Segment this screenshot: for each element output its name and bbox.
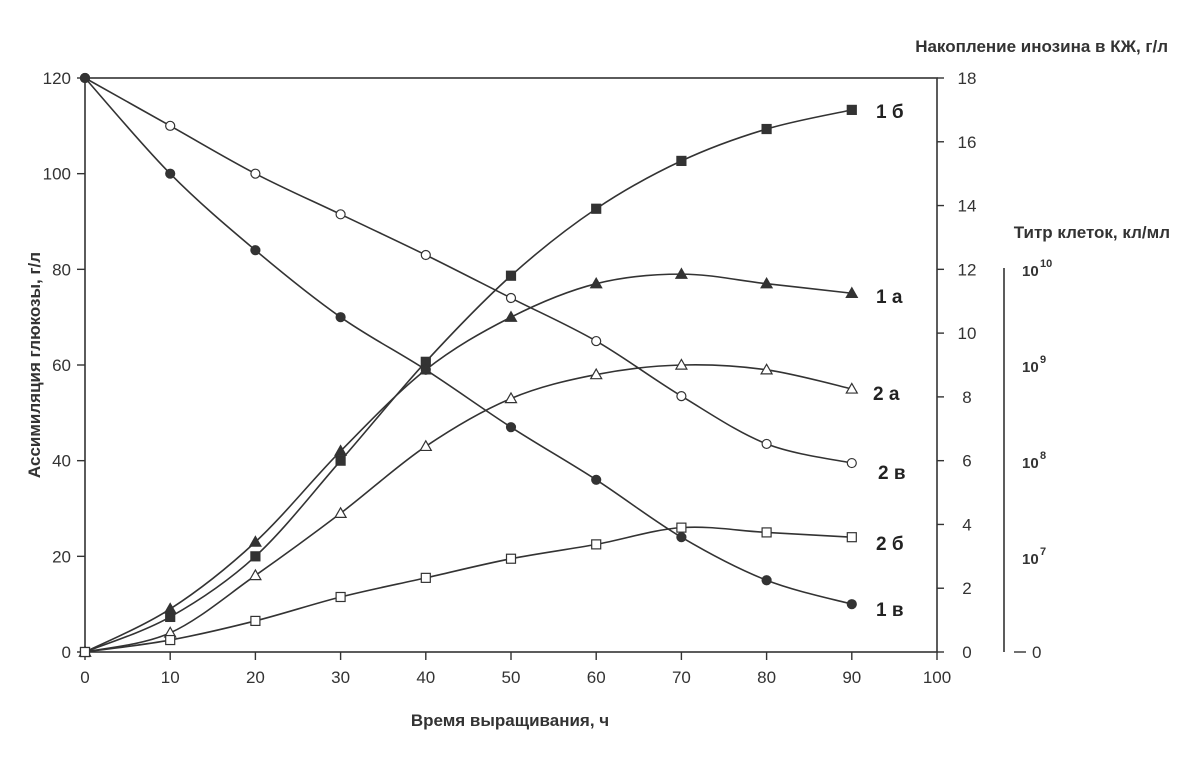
y2-tick-label: 8 [962,387,972,407]
data-point [251,552,260,561]
y3-tick-label: 10 [1022,263,1039,280]
series-group [80,360,900,657]
data-point [166,612,175,621]
data-point [336,456,345,465]
y-axis-title: Ассимиляция глюкозы, г/л [25,251,44,479]
x-axis-title: Время выращивания, ч [410,711,610,730]
data-point [847,105,856,114]
data-point [166,121,175,130]
x-tick-label: 30 [331,668,351,687]
data-point [81,648,90,657]
y3-tick-label: 0 [1032,643,1042,662]
data-point [336,210,345,219]
series-group [80,269,903,657]
series-line [85,78,852,463]
series-group [81,74,904,622]
data-point [421,573,430,582]
series-line [85,110,852,652]
y3-tick-label: 10 [1022,551,1039,568]
data-point [592,337,601,346]
x-tick-label: 80 [757,668,777,687]
series-group [81,523,904,656]
data-point [507,554,516,563]
series-layer [80,74,906,657]
y3-tick-exponent: 7 [1040,546,1047,558]
data-point [507,423,516,432]
data-point [506,393,517,403]
series-label: 2 а [873,384,900,405]
x-tick-label: 90 [842,668,862,687]
series-label: 1 а [876,287,903,308]
series-group [81,102,904,657]
axes-layer [43,69,1053,687]
data-point [336,313,345,322]
y2-tick-label: 12 [957,260,977,280]
series-line [85,527,852,652]
x-tick-label: 50 [501,668,521,687]
data-point [677,156,686,165]
series-label: 1 б [876,102,904,123]
data-point [677,533,686,542]
y-tick-label: 100 [42,164,71,184]
series-line [85,274,852,652]
x-tick-label: 40 [416,668,436,687]
y-tick-label: 80 [52,260,71,280]
y-tick-label: 60 [52,356,71,375]
y2-tick-label: 10 [957,324,977,344]
data-point [250,570,261,580]
x-tick-label: 20 [245,668,265,687]
data-point [592,475,601,484]
data-point [847,533,856,542]
y3-tick-label: 10 [1022,455,1039,472]
data-point [677,392,686,401]
y2-tick-label: 18 [957,69,977,88]
y2-tick-label: 14 [957,196,977,216]
data-point [251,246,260,255]
data-point [592,204,601,213]
x-tick-label: 60 [586,668,606,687]
data-point [166,636,175,645]
data-point [762,576,771,585]
series-label: 2 б [876,534,904,555]
y-tick-label: 40 [52,451,71,471]
data-point [762,528,771,537]
x-tick-label: 100 [922,668,952,687]
x-tick-label: 0 [80,668,90,687]
data-point [507,294,516,303]
y-tick-label: 120 [42,69,71,88]
y2-tick-label: 6 [962,451,972,471]
data-point [81,74,90,83]
data-point [165,603,176,613]
x-tick-label: 10 [160,668,180,687]
series-label: 2 в [878,463,906,484]
y-tick-label: 20 [52,547,71,567]
y-tick-label: 0 [61,643,71,662]
data-point [847,459,856,468]
y3-tick-exponent: 8 [1040,450,1047,462]
data-point [847,600,856,609]
data-point [592,540,601,549]
y2-axis-title: Накопление инозина в КЖ, г/л [915,37,1168,56]
y3-tick-label: 10 [1022,359,1039,376]
data-point [762,125,771,134]
data-point [421,250,430,259]
y2-tick-label: 0 [962,643,972,662]
data-point [762,439,771,448]
series-line [85,365,852,652]
series-group [81,74,906,485]
data-point [335,508,346,518]
y2-tick-label: 16 [957,132,977,152]
y3-tick-exponent: 9 [1040,354,1047,366]
plot-frame [85,78,937,652]
data-point [251,169,260,178]
data-point [677,523,686,532]
data-point [251,616,260,625]
y3-axis-title: Титр клеток, кл/мл [1013,223,1170,242]
y2-tick-label: 2 [962,579,972,599]
data-point [166,169,175,178]
data-point [420,441,431,451]
data-point [421,365,430,374]
y3-tick-exponent: 10 [1040,258,1053,270]
x-tick-label: 70 [671,668,691,687]
data-point [506,312,517,322]
data-point [507,271,516,280]
series-label: 1 в [876,600,904,621]
data-point [336,592,345,601]
y2-tick-label: 4 [962,515,972,535]
